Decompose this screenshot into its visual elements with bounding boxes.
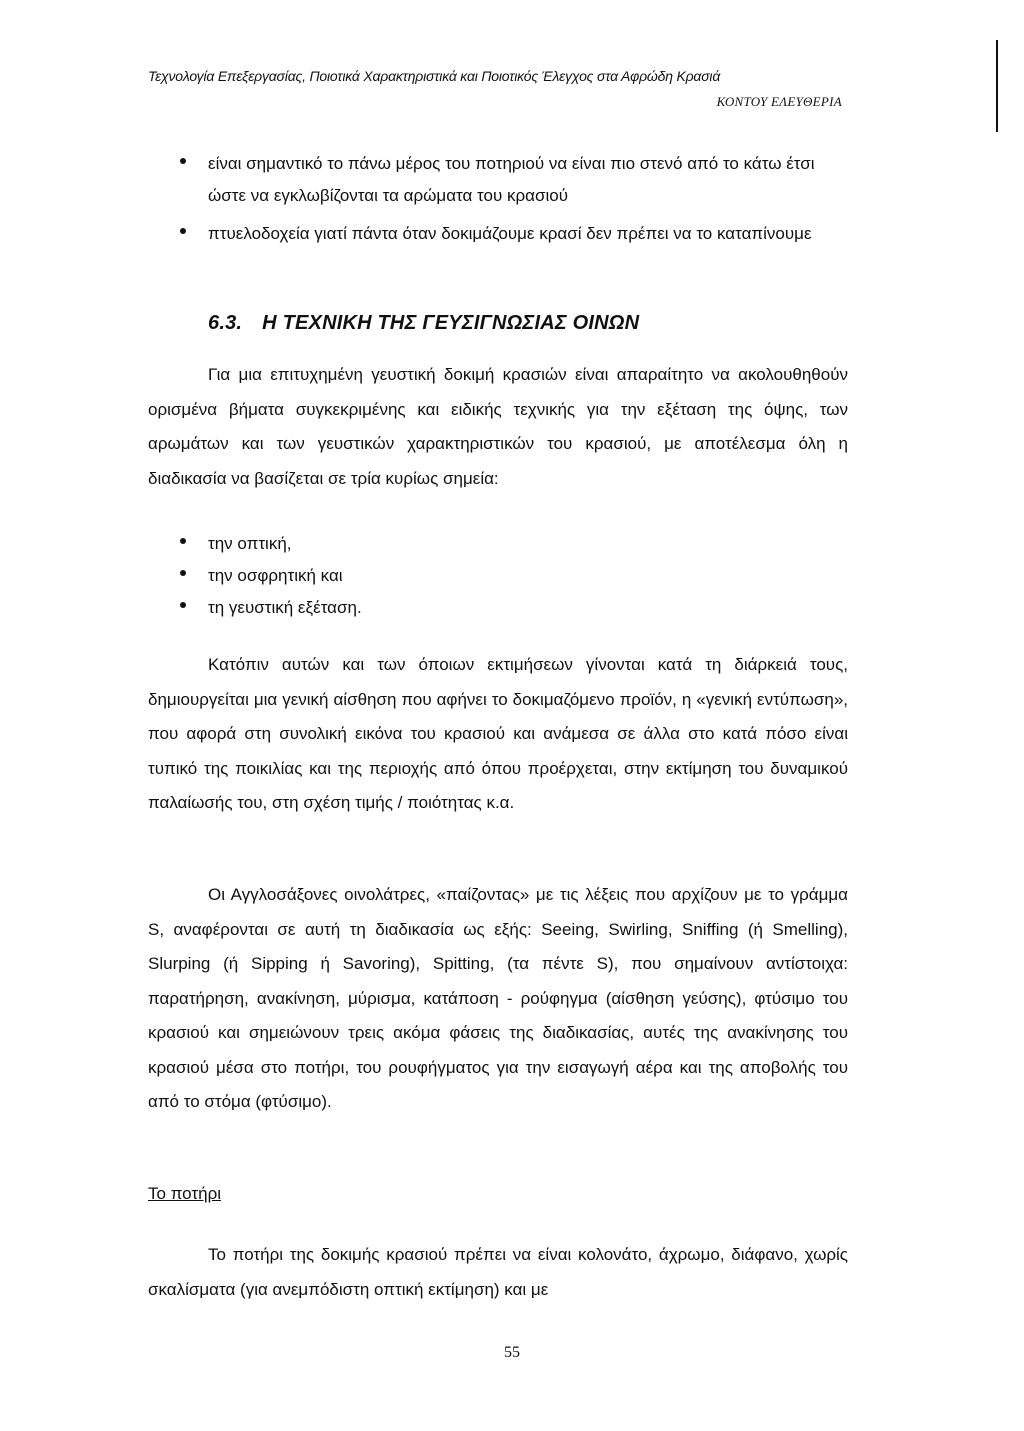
section-number: 6.3. xyxy=(208,312,243,334)
page-edge-line xyxy=(996,40,998,132)
paragraph-glass: Το ποτήρι της δοκιμής κρασιού πρέπει να είναι κολονάτο, άχρωμο, διάφανο, χωρίς σκαλίσματα (για ανεμπόδιστη οπτική εκτίμηση) και με xyxy=(148,1245,848,1299)
paragraph-tasting-intro: Για μια επιτυχημένη γευστική δοκιμή κρασιών είναι απαραίτητο να ακολουθηθούν ορισμένα βήματα συγκεκριμένης και ειδικής τεχνικής για την εξέταση της όψης, των αρωμάτων και των γευστικών χαρακτηριστικών του κρασιού, με αποτέλεσμα όλη η διαδικασία να βασίζεται σε τρία κυρίως σημεία: xyxy=(148,365,848,488)
list-item: τη γευστική εξέταση. xyxy=(177,592,362,624)
running-header-title: Τεχνολογία Επεξεργασίας, Ποιοτικά Χαρακτηριστικά και Ποιοτικός Έλεγχος στα Αφρώδη Κρασιά xyxy=(148,68,721,84)
list-item: πτυελοδοχεία γιατί πάντα όταν δοκιμάζουμε κρασί δεν πρέπει να το καταπίνουμε xyxy=(177,218,857,250)
list-item: την οπτική, xyxy=(177,528,362,560)
running-header-author: ΚΟΝΤΟΥ ΕΛΕΥΘΕΡΙΑ xyxy=(716,94,842,109)
page-number: 55 xyxy=(504,1344,520,1361)
tasting-criteria-list xyxy=(177,528,362,624)
section-heading xyxy=(208,312,639,335)
glass-requirements-list xyxy=(177,148,857,250)
paragraph-five-s: Οι Αγγλοσάξονες οινολάτρες, «παίζοντας» με τις λέξεις που αρχίζουν με το γράμμα S, αναφέρονται σε αυτή τη διαδικασία ως εξής: Seeing, Swirling, Sniffing (ή Smelling), Slurping (ή Sipping ή Savoring), Spitting, (τα πέντε S), που σημαίνουν αντίστοιχα: παρατήρηση, ανακίνηση, μύρισμα, κατάποση - ρούφηγμα (αίσθηση γεύσης), φτύσιμο του κρασιού και σημειώνουν τρεις ακόμα φάσεις της διαδικασίας, αυτές της ανακίνησης του κρασιού μέσα στο ποτήρι, του ρουφήγματος για την εισαγωγή αέρα και της αποβολής του από το στόμα (φτύσιμο). xyxy=(148,885,848,1111)
list-item: την οσφρητική και xyxy=(177,560,362,592)
list-item: είναι σημαντικό το πάνω μέρος του ποτηριού να είναι πιο στενό από το κάτω έτσι ώστε να εγκλωβίζονται τα αρώματα του κρασιού xyxy=(177,148,857,212)
paragraph-general-impression: Κατόπιν αυτών και των όποιων εκτιμήσεων γίνονται κατά τη διάρκειά τους, δημιουργείται μια γενική αίσθηση που αφήνει το δοκιμαζόμενο προϊόν, η «γενική εντύπωση», που αφορά στη συνολική εικόνα του κρασιού και ανάμεσα σε άλλα στο κατά πόσο είναι τυπικό της ποικιλίας και της περιοχής από όπου προέρχεται, στην εκτίμηση του δυναμικού παλαίωσής του, στη σχέση τιμής / ποιότητας κ.α. xyxy=(148,655,848,812)
section-title: Η ΤΕΧΝΙΚΗ ΤΗΣ ΓΕΥΣΙΓΝΩΣΙΑΣ ΟΙΝΩΝ xyxy=(262,312,640,334)
subheading-glass: Το ποτήρι xyxy=(148,1184,222,1203)
